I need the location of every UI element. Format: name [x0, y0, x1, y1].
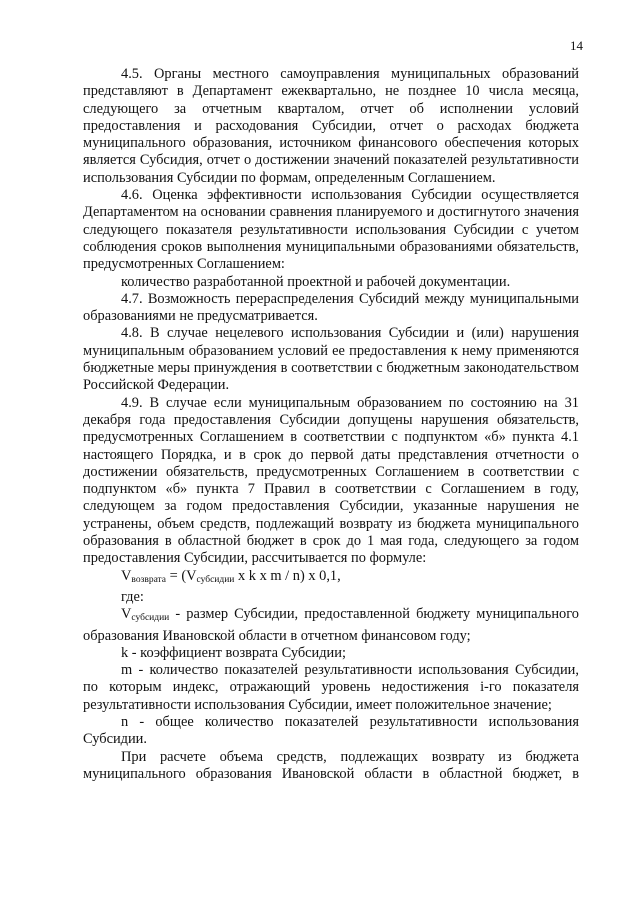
paragraph-calculation-continued: При расчете объема средств, подлежащих возврату из бюджета муниципального образования Ивановской области в областной бюджет, в: [83, 748, 579, 782]
formula-where-label: где:: [121, 588, 144, 605]
paragraph-4-7: 4.7. Возможность перераспределения Субсидий между муниципальными образованиями не предусматривается.: [83, 290, 579, 325]
paragraph-4-9: 4.9. В случае если муниципальным образованием по состоянию на 31 декабря года предоставления Субсидии допущены нарушения обязательств, предусмотренных Соглашением в соответствии с подпунктом «б» пункта 4.1 настоящего Порядка, и в срок до первой даты представления отчетности о достижении обязательств, предусмотренных Соглашением в соответствии с подпунктом «б» пункта 7 Правил в соответствии с Соглашением в году, следующем за годом предоставления Субсидии, указанные нарушения не устранены, объем средств, подлежащий возврату из бюджета муниципального образования в областной бюджет в срок до 1 мая года, следующего за годом предоставления Субсидии, рассчитывается по формуле:: [83, 394, 579, 567]
definition-n: n - общее количество показателей результативности использования Субсидии.: [83, 713, 579, 748]
paragraph-4-6: 4.6. Оценка эффективности использования Субсидии осуществляется Департаментом на основании сравнения планируемого и достигнутого значения следующего показателя результативности использования Субсидии с учетом соблюдения сроков выполнения муниципальными образованиями обязательств, предусмотренных Соглашением:: [83, 187, 579, 273]
formula-equals-part: = (V: [166, 567, 197, 584]
paragraph-4-5: 4.5. Органы местного самоуправления муниципальных образований представляют в Департамент ежеквартально, не позднее 10 числа месяца, следующего за отчетным кварталом, отчет об исполнении условий предоставления и расходования Субсидии, отчет о расходах бюджета муниципального образования, источником финансового обеспечения которых является Субсидия, отчет о достижении значений показателей результативности использования Субсидии по формам, определенным Соглашением.: [83, 66, 579, 186]
formula-v-subscript-subsidy: субсидии: [196, 574, 235, 585]
definition-v-text: - размер Субсидии, предоставленной бюджету муниципального образования Ивановской области в отчетном финансовом году;: [83, 606, 579, 644]
definition-v-symbol: V: [121, 606, 132, 623]
formula-v-subscript-return: возврата: [131, 574, 167, 585]
paragraph-4-6-indicator: количество разработанной проектной и рабочей документации.: [121, 273, 511, 290]
formula-rest: x k x m / n) x 0,1,: [234, 567, 341, 584]
definition-k: k - коэффициент возврата Субсидии;: [121, 644, 346, 661]
definition-v-subsidy: [83, 606, 579, 645]
document-body: [83, 66, 579, 783]
formula-return-amount: [83, 568, 579, 589]
page-number: 14: [570, 38, 583, 53]
paragraph-4-8: 4.8. В случае нецелевого использования Субсидии и (или) нарушения муниципальным образованием условий ее предоставления к нему применяются бюджетные меры принуждения в соответствии с бюджетным законодательством Российской Федерации.: [83, 325, 579, 394]
definition-m: m - количество показателей результативности использования Субсидии, по которым индекс, отражающий уровень недостижения i-го показателя результативности использования Субсидии, имеет положительное значение;: [83, 662, 579, 713]
formula-v-symbol: V: [121, 567, 132, 584]
definition-v-subscript: субсидии: [131, 613, 170, 624]
